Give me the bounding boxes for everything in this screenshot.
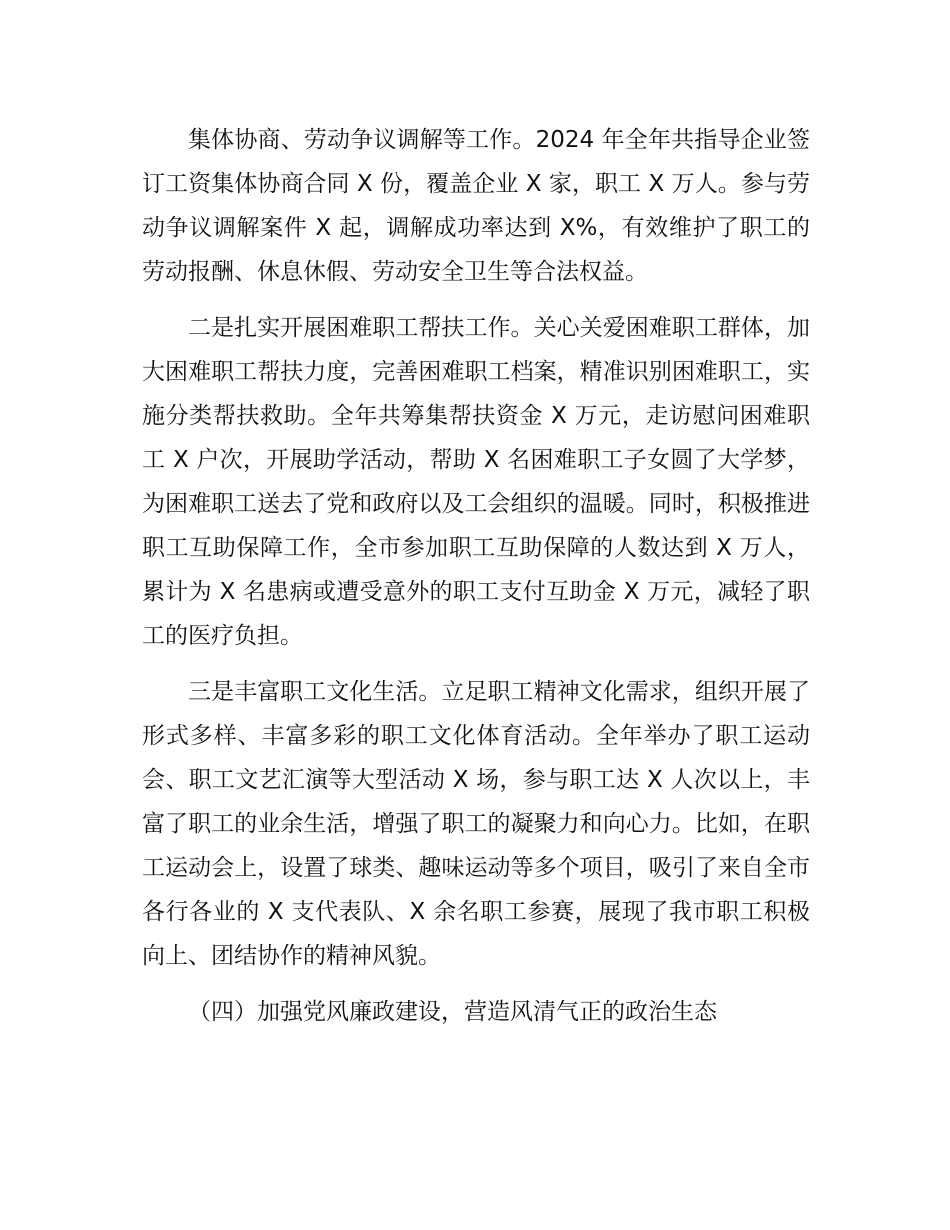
paragraph-cultural-life: 三是丰富职工文化生活。立足职工精神文化需求，组织开展了形式多样、丰富多彩的职工文化体育活动。全年举办了职工运动会、职工文艺汇演等大型活动 X 场，参与职工达 X 人次以上，丰富了职工的业余生活，增强了职工的凝聚力和向心力。比如，在职工运动会上，设置了球类、趣味运动等多个项目，吸引了来自全市各行各业的 X 支代表队、X 余名职工参赛，展现了我市职工积极向上、团结协作的精神风貌。	[142, 679, 810, 969]
document-body	[142, 118, 810, 1034]
paragraph-difficulty-assistance: 二是扎实开展困难职工帮扶工作。关心关爱困难职工群体，加大困难职工帮扶力度，完善困难职工档案，精准识别困难职工，实施分类帮扶救助。全年共筹集帮扶资金 X 万元，走访慰问困难职工 X 户次，开展助学活动，帮助 X 名困难职工子女圆了大学梦，为困难职工送去了党和政府以及工会组织的温暖。同时，积极推进职工互助保障工作，全市参加职工互助保障的人数达到 X 万人，累计为 X 名患病或遭受意外的职工支付互助金 X 万元，减轻了职工的医疗负担。	[142, 315, 810, 649]
paragraph-collective-negotiation: 集体协商、劳动争议调解等工作。2024 年全年共指导企业签订工资集体协商合同 X 份，覆盖企业 X 家，职工 X 万人。参与劳动争议调解案件 X 起，调解成功率达到 X%，有效维护了职工的劳动报酬、休息休假、劳动安全卫生等合法权益。	[142, 127, 810, 285]
section-heading: （四）加强党风廉政建设，营造风清气正的政治生态	[188, 999, 717, 1025]
